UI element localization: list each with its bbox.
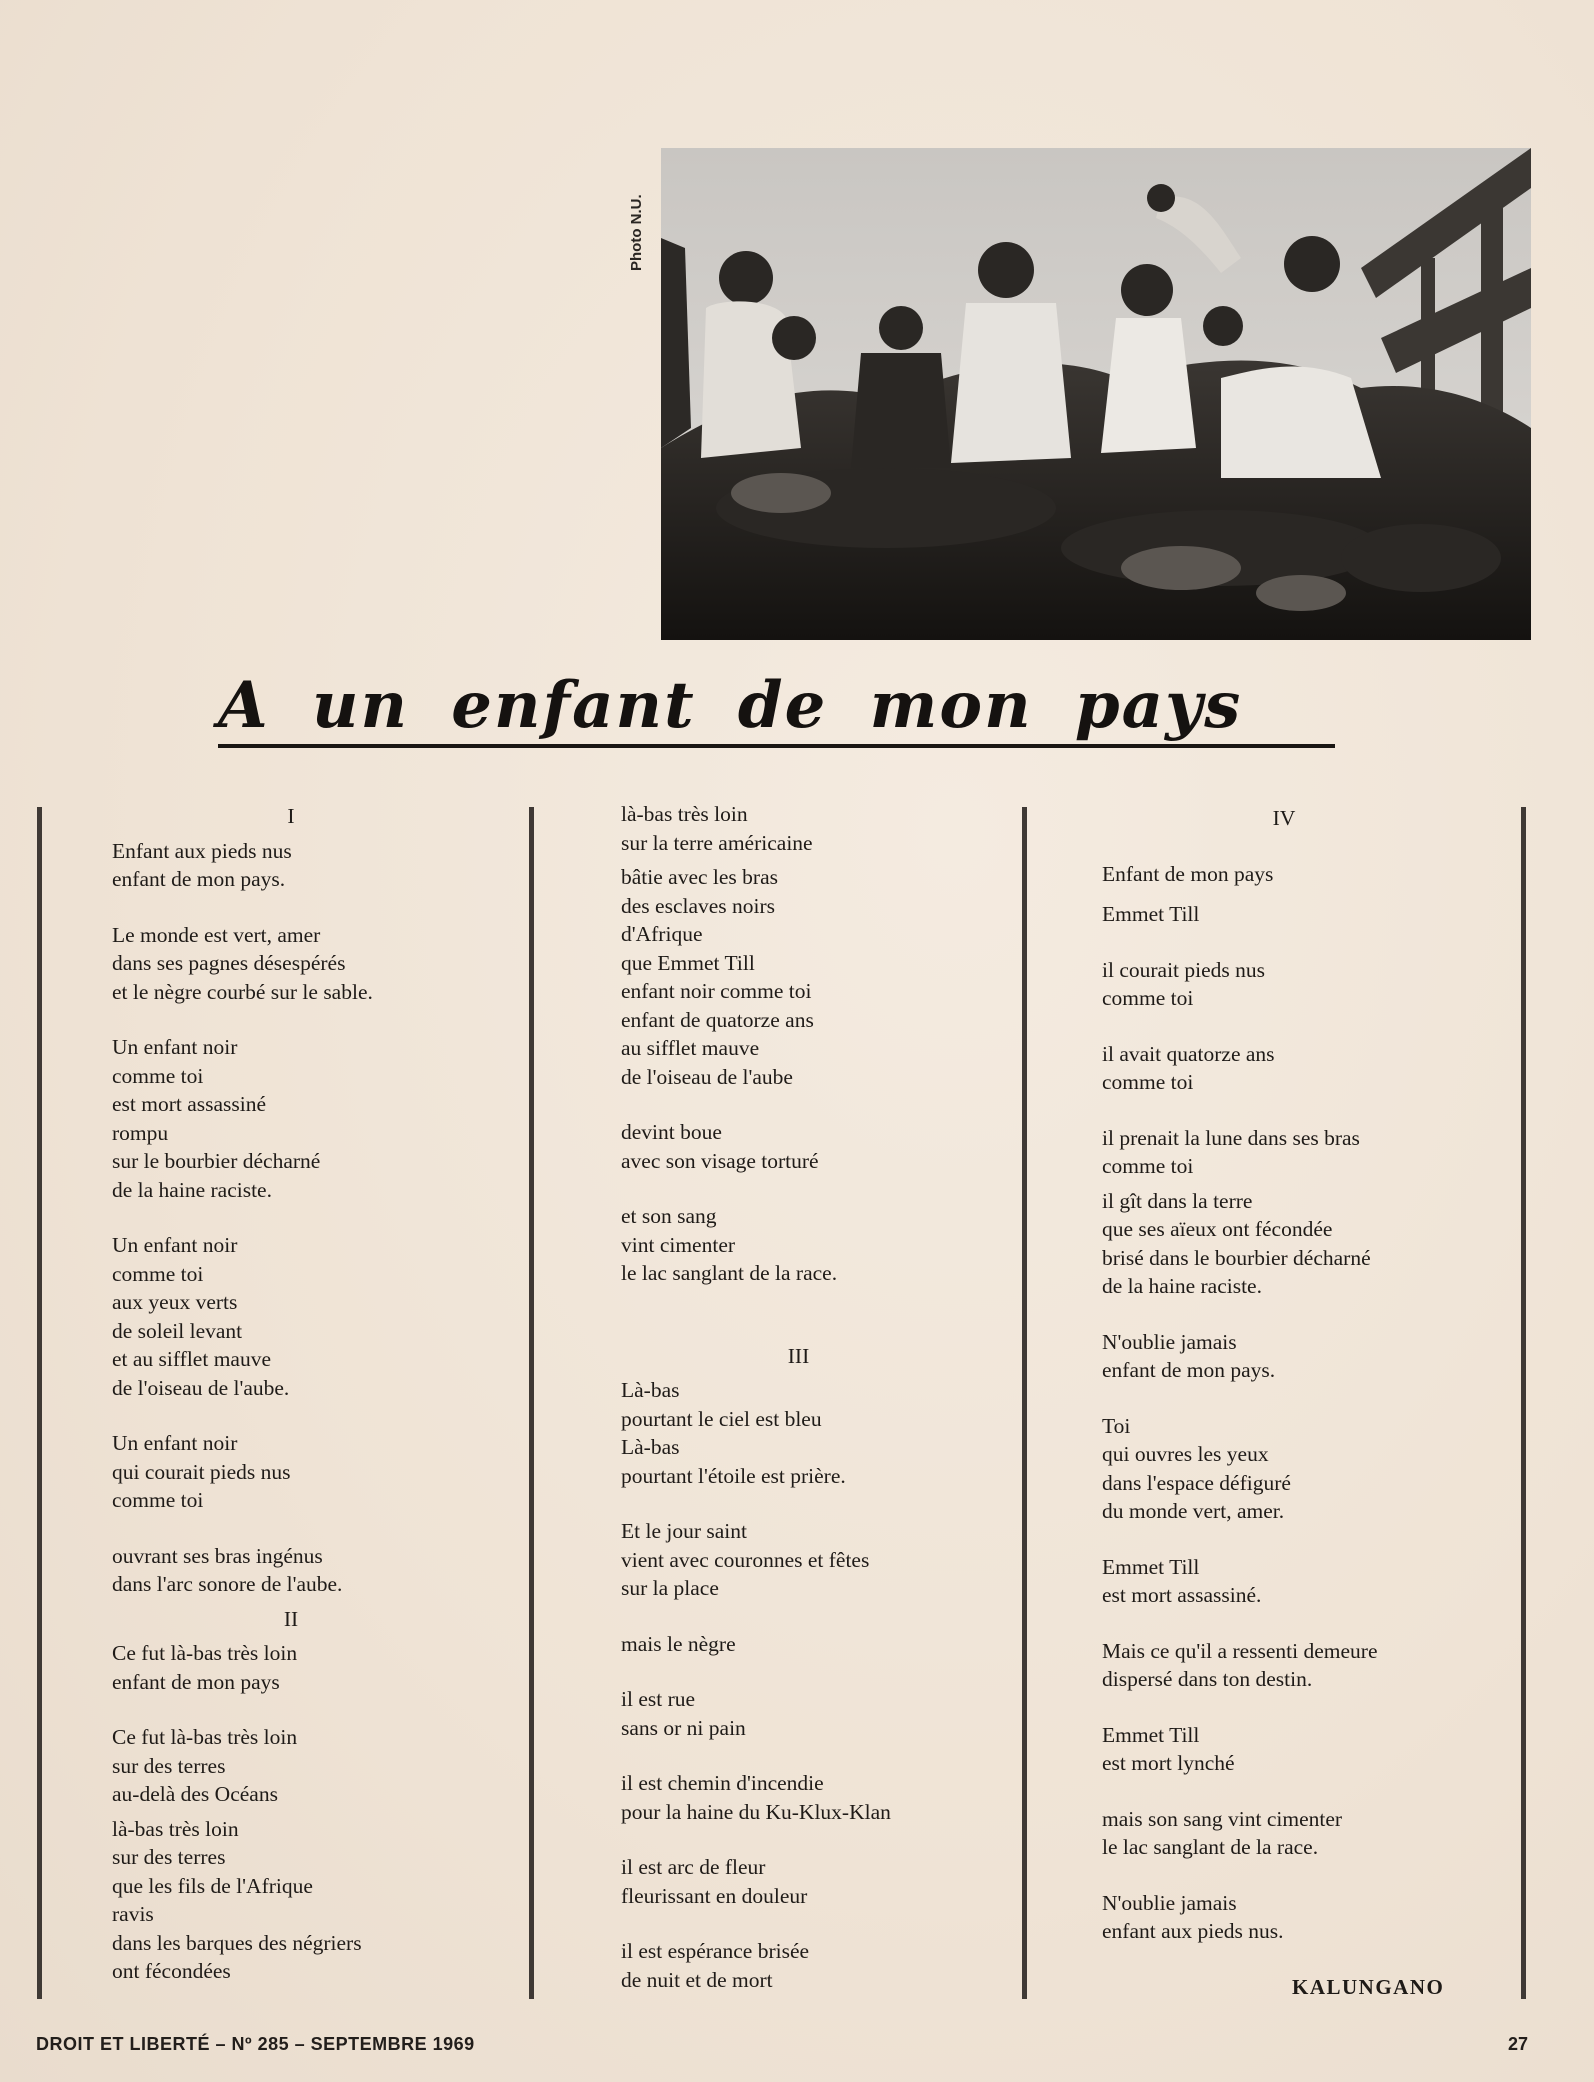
section-number-iv: IV	[1272, 806, 1296, 830]
verse-line: dans ses pagnes désespérés	[112, 951, 346, 975]
poem-title: A un enfant de mon pays	[218, 668, 1243, 743]
verse-line: N'oublie jamais	[1102, 1329, 1237, 1354]
verse-line: est mort assassiné	[112, 1092, 267, 1116]
verse-line: pour la haine du Ku-Klux-Klan	[621, 1799, 891, 1824]
section-number-iii: III	[787, 1343, 810, 1368]
verse-line: enfant de quatorze ans	[621, 1007, 814, 1032]
magazine-footer: DROIT ET LIBERTÉ – Nº 285 – SEPTEMBRE 1969	[36, 2034, 475, 2054]
verse-line: est mort lynché	[1102, 1751, 1235, 1775]
verse-line: rompu	[112, 1120, 169, 1145]
verse-line: N'oublie jamais	[1102, 1890, 1237, 1915]
verse-line: au-delà des Océans	[112, 1782, 278, 1806]
verse-line: ont fécondées	[112, 1959, 231, 1983]
verse-line: Et le jour saint	[621, 1519, 747, 1543]
verse-line: ouvrant ses bras ingénus	[112, 1543, 323, 1568]
verse-line: et son sang	[621, 1204, 717, 1228]
verse-line: Un enfant noir	[112, 1035, 238, 1059]
verse-line: Ce fut là-bas très loin	[112, 1641, 298, 1665]
verse-line: sur le bourbier décharné	[112, 1149, 321, 1173]
author-signature: KALUNGANO	[1292, 1975, 1445, 1999]
column-rule-middle-1	[529, 807, 534, 1999]
verse-line: le lac sanglant de la race.	[621, 1261, 838, 1285]
verse-line: mais le nègre	[621, 1631, 736, 1656]
verse-line: sans or ni pain	[621, 1715, 746, 1740]
verse-line: et au sifflet mauve	[112, 1347, 272, 1371]
verse-line: de l'oiseau de l'aube	[621, 1064, 793, 1089]
verse-line: de l'oiseau de l'aube.	[112, 1375, 290, 1400]
verse-line: mais son sang vint cimenter	[1102, 1806, 1343, 1831]
verse-line: est mort assassiné.	[1102, 1583, 1262, 1607]
verse-line: le lac sanglant de la race.	[1102, 1835, 1319, 1859]
poem-column-1	[112, 802, 492, 1986]
verse-line: il avait quatorze ans	[1102, 1041, 1275, 1066]
verse-line: Enfant aux pieds nus	[112, 838, 292, 863]
poem-column-2	[621, 800, 1011, 1994]
verse-line: au sifflet mauve	[621, 1036, 760, 1060]
verse-line: de soleil levant	[112, 1318, 243, 1343]
verse-line: sur des terres	[112, 1845, 226, 1869]
verse-line: Emmet Till	[1102, 1554, 1200, 1579]
verse-line: pourtant l'étoile est prière.	[621, 1463, 846, 1488]
verse-line: de nuit et de mort	[621, 1967, 773, 1992]
verse-line: que Emmet Till	[621, 950, 755, 975]
verse-line: de la haine raciste.	[1102, 1274, 1262, 1298]
verse-line: comme toi	[1102, 986, 1194, 1010]
verse-line: devint boue	[621, 1120, 722, 1144]
verse-line: bâtie avec les bras	[621, 865, 778, 889]
verse-line: avec son visage torturé	[621, 1148, 819, 1173]
verse-line: Là-bas	[621, 1378, 680, 1402]
verse-line: Toi	[1102, 1413, 1131, 1438]
column-rule-middle-2	[1022, 807, 1027, 1999]
verse-line: dans l'espace défiguré	[1102, 1470, 1291, 1495]
verse-line: enfant de mon pays	[112, 1669, 280, 1694]
verse-line: Un enfant noir	[112, 1233, 238, 1257]
verse-line: comme toi	[1102, 1070, 1194, 1094]
verse-line: il courait pieds nus	[1102, 957, 1266, 982]
verse-line: il prenait la lune dans ses bras	[1102, 1125, 1360, 1150]
verse-line: dispersé dans ton destin.	[1102, 1667, 1313, 1691]
section-number-i: I	[287, 804, 295, 828]
verse-line: Emmet Till	[1102, 902, 1200, 926]
verse-line: Le monde est vert, amer	[112, 922, 321, 947]
verse-line: il est rue	[621, 1687, 696, 1711]
verse-line: sur des terres	[112, 1753, 226, 1778]
verse-line: Là-bas	[621, 1435, 680, 1459]
column-rule-left	[37, 807, 42, 1999]
photo-credit: Photo N.U.	[628, 194, 645, 271]
verse-line: il est chemin d'incendie	[621, 1771, 824, 1795]
verse-line: dans l'arc sonore de l'aube.	[112, 1572, 343, 1596]
section-number-ii: II	[283, 1606, 299, 1631]
verse-line: là-bas très loin	[621, 802, 748, 826]
verse-line: comme toi	[112, 1063, 204, 1088]
verse-line: dans les barques des négriers	[112, 1930, 362, 1955]
verse-line: de la haine raciste.	[112, 1177, 272, 1202]
verse-line: d'Afrique	[621, 922, 703, 946]
verse-line: et le nègre courbé sur le sable.	[112, 979, 373, 1004]
verse-line: Un enfant noir	[112, 1431, 238, 1455]
verse-line: qui ouvres les yeux	[1102, 1442, 1269, 1466]
verse-line: comme toi	[112, 1261, 204, 1286]
verse-line: enfant noir comme toi	[621, 979, 812, 1003]
verse-line: sur la place	[621, 1576, 719, 1600]
verse-line: Ce fut là-bas très loin	[112, 1725, 298, 1749]
verse-line: sur la terre américaine	[621, 830, 813, 855]
verse-line: pourtant le ciel est bleu	[621, 1406, 822, 1431]
photo-group-on-truck	[661, 148, 1531, 640]
title-underline	[218, 744, 1335, 748]
verse-line: Emmet Till	[1102, 1722, 1200, 1747]
verse-line: que ses aïeux ont fécondée	[1102, 1217, 1333, 1241]
verse-line: fleurissant en douleur	[621, 1883, 808, 1908]
verse-line: il est arc de fleur	[621, 1855, 766, 1879]
verse-line: il gît dans la terre	[1102, 1188, 1253, 1213]
verse-line: vint cimenter	[621, 1232, 736, 1257]
verse-line: enfant de mon pays.	[112, 867, 286, 891]
verse-line: il est espérance brisée	[621, 1939, 810, 1963]
verse-line: brisé dans le bourbier décharné	[1102, 1245, 1371, 1270]
verse-line: là-bas très loin	[112, 1816, 239, 1841]
verse-line: que les fils de l'Afrique	[112, 1873, 313, 1898]
verse-line: des esclaves noirs	[621, 893, 776, 918]
verse-line: comme toi	[112, 1488, 204, 1512]
verse-line: Enfant de mon pays	[1102, 861, 1274, 886]
column-rule-right	[1521, 807, 1526, 1999]
verse-line: Mais ce qu'il a ressenti demeure	[1102, 1638, 1378, 1663]
poem-column-3	[1102, 804, 1512, 1946]
verse-line: aux yeux verts	[112, 1290, 238, 1314]
verse-line: vient avec couronnes et fêtes	[621, 1547, 870, 1572]
verse-line: qui courait pieds nus	[112, 1459, 291, 1484]
verse-line: du monde vert, amer.	[1102, 1499, 1285, 1523]
page-number: 27	[1508, 2034, 1529, 2054]
verse-line: enfant de mon pays.	[1102, 1358, 1276, 1382]
verse-line: enfant aux pieds nus.	[1102, 1919, 1284, 1943]
verse-line: comme toi	[1102, 1154, 1194, 1178]
verse-line: ravis	[112, 1902, 154, 1926]
